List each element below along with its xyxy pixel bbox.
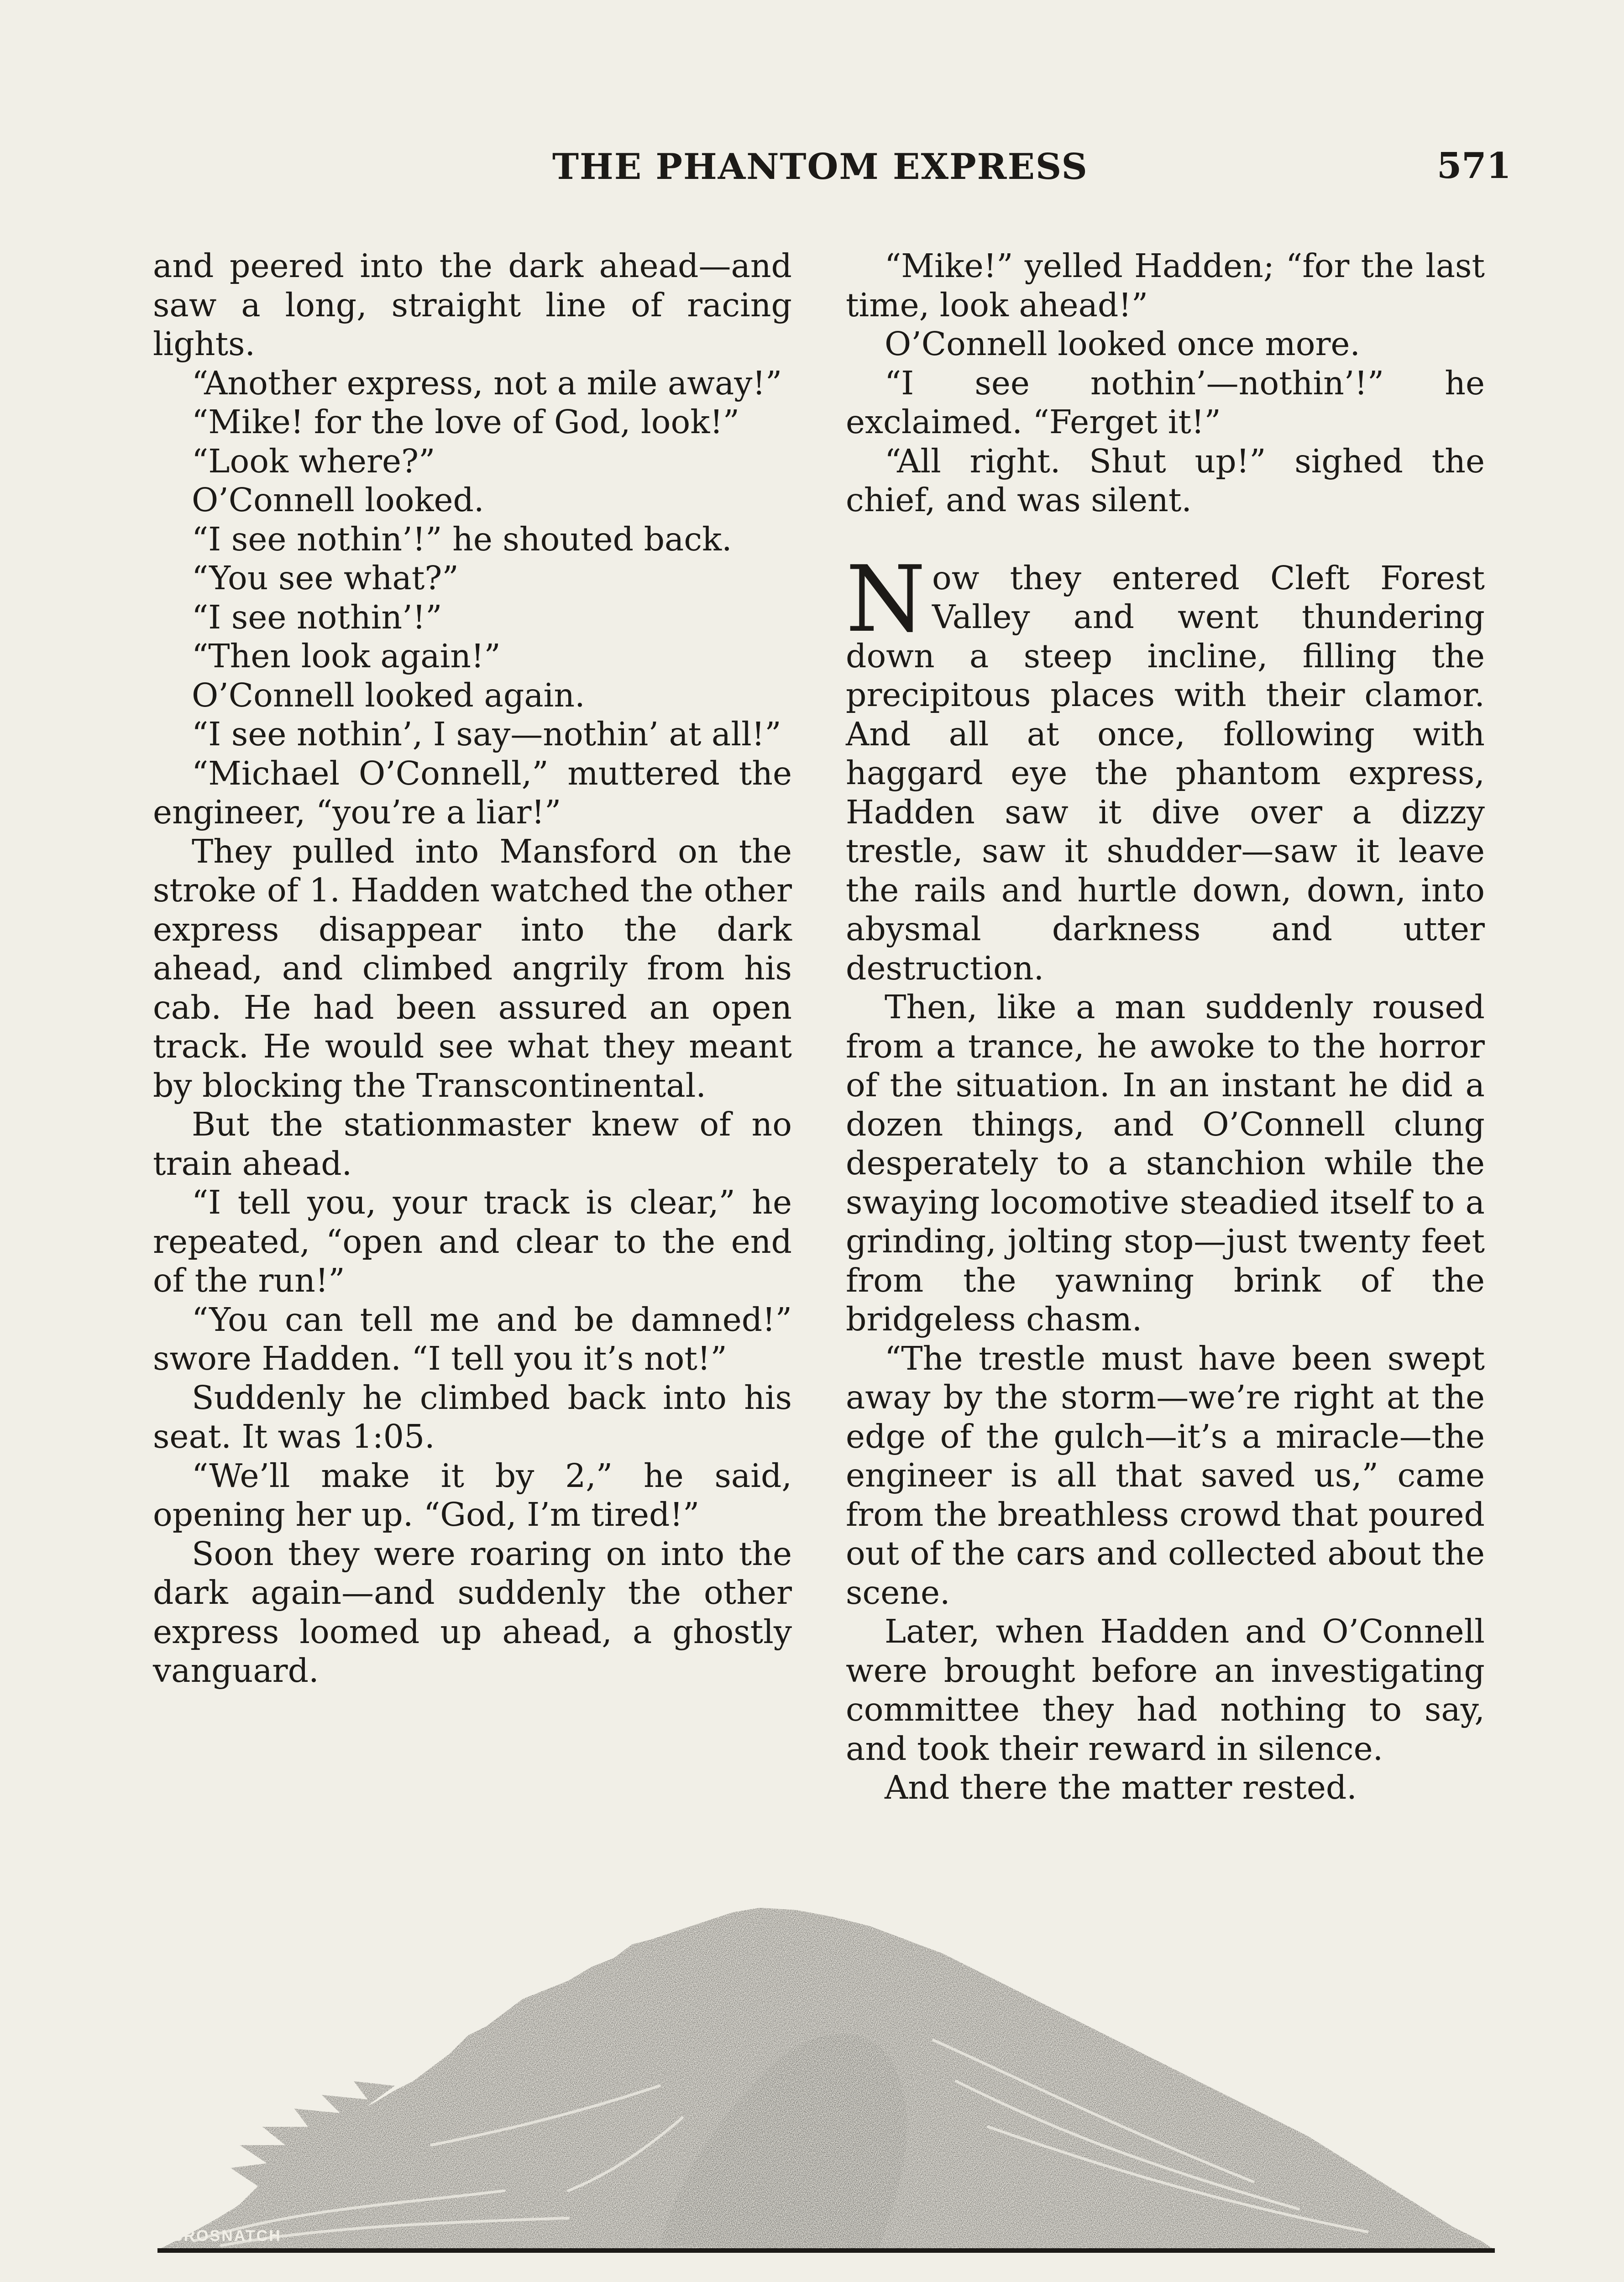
section-opening-text: ow they entered Cleft Forest Valley and went thundering down a steep incline, filling the precipitous places with their clamor. And all at once, following with haggard eye the phantom express, Hadden saw it dive over a dizzy trestle, saw it shudder—saw it leave the rails and hurtle down, down, into abysmal darkness and utter destruction. (846, 559, 1485, 987)
paragraph: “Look where?” (192, 442, 435, 480)
left-column (153, 246, 792, 1691)
paragraph: They pulled into Mansford on the stroke of 1. Hadden watched the other express disappear into the dark ahead, and climbed angrily from his cab. He had been assured an open track. He would see what they meant by blocking the Transcontinental. (153, 832, 792, 1104)
paragraph: And there the matter rested. (885, 1769, 1357, 1806)
paragraph: O’Connell looked again. (192, 676, 585, 714)
paragraph: But the stationmaster knew of no train ahead. (153, 1105, 792, 1183)
paragraph: Later, when Hadden and O’Connell were brought before an investigating committee they had nothing to say, and took their reward in silence. (846, 1612, 1485, 1768)
paragraph: “I see nothin’, I say—nothin’ at all!” (192, 715, 781, 753)
paragraph: “You can tell me and be damned!” swore Hadden. “I tell you it’s not!” (153, 1300, 792, 1377)
paragraph: “I see nothin’!” (192, 598, 442, 636)
section-opening-paragraph (846, 546, 1485, 988)
ground-line (157, 2248, 1495, 2253)
paragraph: Suddenly he climbed back into his seat. It was 1:05. (153, 1378, 792, 1455)
paragraph: Then, like a man suddenly roused from a trance, he awoke to the horror of the situation. In an instant he did a dozen things, and O’Connell clung desperately to a stanchion while the swaying locomotive steadied itself to a grinding, jolting stop—just twenty feet from the yawning brink of the bridgeless chasm. (846, 988, 1485, 1338)
paragraph: Soon they were roaring on into the dark again—and suddenly the other express loomed up ahead, a ghostly vanguard. (153, 1534, 792, 1690)
paragraph: “Mike!” yelled Hadden; “for the last time, look ahead!” (846, 247, 1485, 324)
paragraph: O’Connell looked once more. (885, 325, 1360, 363)
artist-signature: BROSNATCH (171, 2227, 282, 2245)
paragraph: “Then look again!” (192, 637, 501, 675)
paragraph: O’Connell looked. (192, 481, 484, 519)
paragraph: “All right. Shut up!” sighed the chief, and was silent. (846, 442, 1485, 519)
page-number: 571 (1437, 145, 1511, 187)
paragraph: “I tell you, your track is clear,” he repeated, “open and clear to the end of the run!” (153, 1183, 792, 1299)
running-head: THE PHANTOM EXPRESS (552, 146, 1088, 188)
woodcut-illustration (157, 1889, 1495, 2282)
drop-cap: N (846, 546, 926, 653)
paragraph: “I see nothin’!” he shouted back. (192, 520, 732, 558)
paragraph: “The trestle must have been swept away by the storm—we’re right at the edge of the gulch—it’s a miracle—the engineer is all that saved us,” came from the breathless crowd that poured out of the cars and collected about the scene. (846, 1339, 1485, 1612)
storm-wave-woodcut-icon (157, 1889, 1495, 2282)
paragraph: “We’ll make it by 2,” he said, opening her up. “God, I’m tired!” (153, 1456, 792, 1534)
paragraph: “Mike! for the love of God, look!” (192, 403, 740, 441)
paragraph: “Michael O’Connell,” muttered the engineer, “you’re a liar!” (153, 754, 792, 831)
paragraph: “You see what?” (192, 559, 459, 597)
paragraph: “Another express, not a mile away!” (192, 364, 782, 402)
right-column (846, 246, 1485, 1807)
paragraph: “I see nothin’—nothin’!” he exclaimed. “Ferget it!” (846, 364, 1485, 441)
paragraph: and peered into the dark ahead—and saw a long, straight line of racing lights. (153, 247, 792, 363)
